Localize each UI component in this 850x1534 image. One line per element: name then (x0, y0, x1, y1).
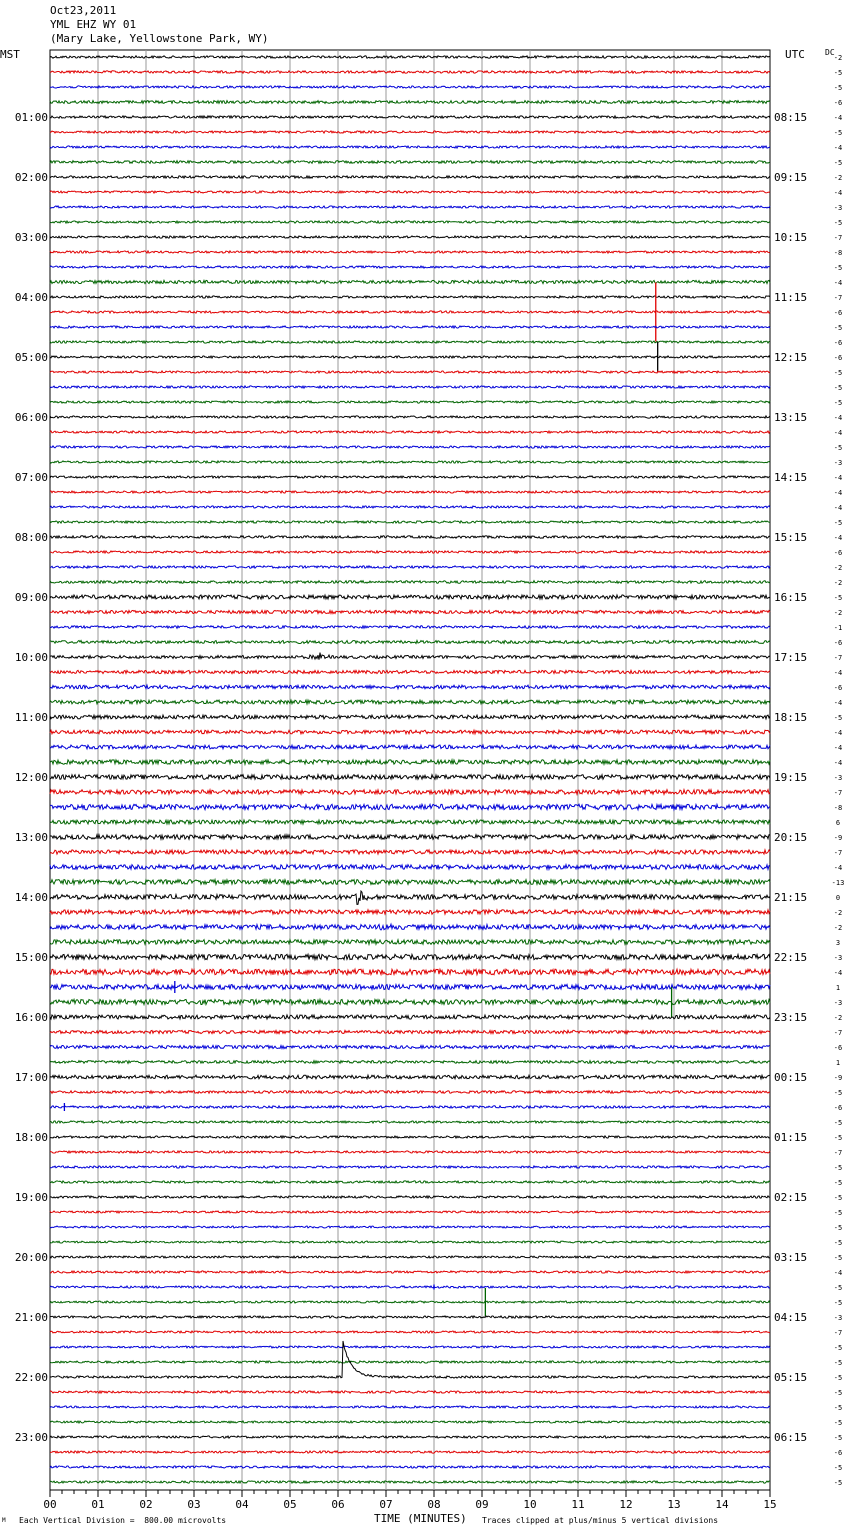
left-hour-label: 13:00 (14, 831, 48, 844)
x-tick-label: 13 (667, 1498, 681, 1511)
clip-note: Traces clipped at plus/minus 5 vertical divisions (482, 1516, 719, 1525)
trace-line (50, 86, 770, 88)
dc-offset-label: -2 (833, 54, 843, 62)
trace-line (50, 595, 770, 599)
dc-offset-label: 1 (835, 984, 841, 992)
dc-label: DC (825, 48, 835, 57)
trace-line (50, 969, 770, 975)
dc-offset-label: -4 (833, 1269, 843, 1277)
dc-offset-label: -8 (833, 249, 843, 257)
dc-offset-label: -3 (833, 999, 843, 1007)
trace-line (50, 954, 770, 959)
dc-offset-label: -4 (833, 474, 843, 482)
left-hour-label: 07:00 (14, 471, 48, 484)
dc-offset-label: -3 (833, 459, 843, 467)
dc-offset-label: -4 (833, 729, 843, 737)
dc-offset-label: -3 (833, 204, 843, 212)
dc-offset-label: -4 (833, 534, 843, 542)
right-hour-label: 14:15 (774, 471, 808, 484)
trace-line (50, 1061, 770, 1064)
dc-offset-label: -5 (833, 1389, 843, 1397)
x-tick-label: 10 (523, 1498, 537, 1511)
trace-line (50, 476, 770, 478)
trace-line (50, 1226, 770, 1228)
right-hour-label: 06:15 (774, 1431, 808, 1444)
corner-mark: M (2, 1517, 6, 1524)
right-hour-label: 02:15 (774, 1191, 808, 1204)
left-hour-label: 18:00 (14, 1131, 48, 1144)
trace-line (50, 924, 770, 930)
dc-offset-label: -5 (833, 1134, 843, 1142)
dc-offset-label: -5 (833, 444, 843, 452)
trace-line (50, 1466, 770, 1468)
dc-offset-label: -5 (833, 594, 843, 602)
right-hour-label: 19:15 (774, 771, 808, 784)
x-tick-label: 00 (43, 1498, 57, 1511)
x-axis-label: TIME (MINUTES) (374, 1512, 467, 1525)
dc-offset-label: -7 (833, 849, 843, 857)
x-tick-label: 09 (475, 1498, 489, 1511)
right-hour-label: 21:15 (774, 891, 808, 904)
dc-offset-label: -7 (833, 789, 843, 797)
trace-line (50, 1316, 770, 1318)
dc-offset-label: -4 (833, 699, 843, 707)
dc-offset-label: -9 (833, 1074, 843, 1082)
right-hour-label: 22:15 (774, 951, 808, 964)
right-hour-label: 17:15 (774, 651, 808, 664)
x-tick-label: 02 (139, 1498, 153, 1511)
trace-line (50, 999, 770, 1004)
dc-offset-label: -6 (833, 1449, 843, 1457)
trace-line (50, 101, 770, 104)
trace-line (50, 1121, 770, 1123)
trace-line (50, 386, 770, 388)
left-hour-label: 10:00 (14, 651, 48, 664)
dc-offset-label: -5 (833, 369, 843, 377)
dc-offset-label: -13 (831, 879, 845, 887)
trace-line (50, 1211, 770, 1213)
dc-offset-label: -5 (833, 219, 843, 227)
dc-offset-label: -6 (833, 639, 843, 647)
left-hour-label: 14:00 (14, 891, 48, 904)
right-hour-label: 13:15 (774, 411, 808, 424)
trace-line (50, 176, 770, 178)
left-hour-label: 21:00 (14, 1311, 48, 1324)
trace-line (50, 790, 770, 795)
trace-line (50, 71, 770, 73)
trace-line (50, 191, 770, 193)
trace-line (50, 506, 770, 508)
x-tick-label: 15 (763, 1498, 777, 1511)
trace-line (50, 356, 770, 358)
scale-note: Each Vertical Division = 800.00 microvolts (19, 1516, 227, 1525)
trace-line (50, 401, 770, 403)
trace-line (50, 1286, 770, 1288)
right-hour-label: 20:15 (774, 831, 808, 844)
dc-offset-label: -2 (833, 564, 843, 572)
dc-offset-label: -5 (833, 264, 843, 272)
trace-line (50, 610, 770, 613)
trace-line (50, 56, 770, 58)
trace-line (50, 865, 770, 870)
trace-line (50, 653, 770, 660)
dc-offset-label: -4 (833, 504, 843, 512)
left-hour-label: 08:00 (14, 531, 48, 544)
trace-line (50, 1481, 770, 1483)
dc-offset-label: -4 (833, 864, 843, 872)
trace-line (50, 1451, 770, 1453)
trace-line (50, 850, 770, 854)
trace-line (50, 880, 770, 885)
dc-offset-label: -4 (833, 414, 843, 422)
dc-offset-label: -3 (833, 1314, 843, 1322)
dc-offset-label: -5 (833, 1344, 843, 1352)
chart-date: Oct23,2011 (50, 4, 117, 17)
dc-offset-label: -6 (833, 684, 843, 692)
plot-frame (50, 50, 770, 1490)
chart-location: (Mary Lake, Yellowstone Park, WY) (50, 32, 269, 45)
left-hour-label: 19:00 (14, 1191, 48, 1204)
dc-offset-label: -5 (833, 1479, 843, 1487)
dc-offset-label: -5 (833, 399, 843, 407)
left-hour-label: 03:00 (14, 231, 48, 244)
x-tick-label: 11 (571, 1498, 585, 1511)
trace-line (50, 641, 770, 644)
trace-line (50, 1361, 770, 1363)
trace-line (50, 1406, 770, 1408)
x-tick-label: 04 (235, 1498, 249, 1511)
dc-offset-label: 3 (835, 939, 841, 947)
dc-offset-label: -5 (833, 519, 843, 527)
trace-line (50, 1030, 770, 1033)
x-tick-label: 05 (283, 1498, 297, 1511)
trace-line (50, 326, 770, 328)
left-timezone-label: MST (0, 48, 20, 61)
trace-line (50, 296, 770, 298)
trace-line (50, 1256, 770, 1258)
right-hour-label: 23:15 (774, 1011, 808, 1024)
trace-line (50, 835, 770, 840)
trace-line (50, 416, 770, 418)
trace-line (50, 1301, 770, 1303)
trace-line (50, 221, 770, 223)
dc-offset-label: -5 (833, 84, 843, 92)
dc-offset-label: -4 (833, 969, 843, 977)
trace-line (50, 1091, 770, 1094)
dc-offset-label: -5 (833, 159, 843, 167)
left-hour-label: 20:00 (14, 1251, 48, 1264)
trace-line (50, 1436, 770, 1438)
dc-offset-label: -5 (833, 1359, 843, 1367)
dc-offset-label: -4 (833, 489, 843, 497)
left-hour-label: 09:00 (14, 591, 48, 604)
dc-offset-label: -2 (833, 924, 843, 932)
dc-offset-label: -2 (833, 909, 843, 917)
dc-offset-label: 1 (835, 1059, 841, 1067)
chart-station: YML EHZ WY 01 (50, 18, 137, 31)
dc-offset-label: -2 (833, 1014, 843, 1022)
x-tick-label: 01 (91, 1498, 105, 1511)
trace-line (50, 820, 770, 824)
dc-offset-label: -7 (833, 654, 843, 662)
x-tick-label: 06 (331, 1498, 345, 1511)
dc-offset-label: -4 (833, 669, 843, 677)
trace-line (50, 146, 770, 148)
dc-offset-label: -7 (833, 1329, 843, 1337)
trace-line (50, 685, 770, 689)
trace-line (50, 1136, 770, 1138)
trace-line (50, 1421, 770, 1423)
dc-offset-label: -4 (833, 744, 843, 752)
left-hour-label: 01:00 (14, 111, 48, 124)
left-hour-label: 12:00 (14, 771, 48, 784)
dc-offset-label: -4 (833, 279, 843, 287)
right-hour-label: 12:15 (774, 351, 808, 364)
right-hour-label: 05:15 (774, 1371, 808, 1384)
left-hour-label: 05:00 (14, 351, 48, 364)
dc-offset-label: -5 (833, 1464, 843, 1472)
right-hour-label: 11:15 (774, 291, 808, 304)
right-hour-label: 04:15 (774, 1311, 808, 1324)
trace-line (50, 775, 770, 780)
dc-offset-label: -5 (833, 1434, 843, 1442)
trace-line (50, 116, 770, 118)
dc-offset-label: -4 (833, 144, 843, 152)
dc-offset-label: -6 (833, 1044, 843, 1052)
left-hour-label: 15:00 (14, 951, 48, 964)
dc-offset-label: -6 (833, 1104, 843, 1112)
dc-offset-label: -7 (833, 234, 843, 242)
dc-offset-label: -7 (833, 1029, 843, 1037)
trace-line (50, 446, 770, 448)
trace-line (50, 206, 770, 208)
left-hour-label: 04:00 (14, 291, 48, 304)
dc-offset-label: -6 (833, 309, 843, 317)
trace-line (50, 566, 770, 568)
trace-line (50, 891, 770, 904)
dc-offset-label: -7 (833, 1149, 843, 1157)
dc-offset-label: -5 (833, 1209, 843, 1217)
trace-line (50, 131, 770, 133)
trace-line (50, 551, 770, 553)
trace-line (50, 940, 770, 945)
dc-offset-label: -8 (833, 804, 843, 812)
trace-line (50, 581, 770, 584)
left-hour-label: 23:00 (14, 1431, 48, 1444)
trace-line (50, 236, 770, 238)
dc-offset-label: -5 (833, 69, 843, 77)
dc-offset-label: -1 (833, 624, 843, 632)
x-tick-label: 12 (619, 1498, 633, 1511)
dc-offset-label: -5 (833, 324, 843, 332)
dc-offset-label: 6 (835, 819, 841, 827)
trace-line (50, 536, 770, 538)
right-timezone-label: UTC (785, 48, 805, 61)
trace-line (50, 1015, 770, 1019)
trace-line (50, 280, 770, 283)
right-hour-label: 18:15 (774, 711, 808, 724)
dc-offset-label: -4 (833, 759, 843, 767)
trace-line (50, 626, 770, 629)
dc-offset-label: -5 (833, 1224, 843, 1232)
trace-line (50, 431, 770, 433)
right-hour-label: 10:15 (774, 231, 808, 244)
trace-line (50, 1271, 770, 1273)
trace-line (50, 1181, 770, 1183)
trace-line (50, 311, 770, 313)
trace-line (50, 760, 770, 764)
trace-line (50, 1391, 770, 1393)
right-hour-label: 15:15 (774, 531, 808, 544)
dc-offset-label: -6 (833, 339, 843, 347)
dc-offset-label: -5 (833, 1119, 843, 1127)
dc-offset-label: -5 (833, 1419, 843, 1427)
dc-offset-label: -5 (833, 1254, 843, 1262)
dc-offset-label: -5 (833, 129, 843, 137)
left-hour-label: 16:00 (14, 1011, 48, 1024)
left-hour-label: 11:00 (14, 711, 48, 724)
trace-line (50, 251, 770, 253)
trace-line (50, 1075, 770, 1079)
x-tick-label: 03 (187, 1498, 201, 1511)
left-hour-label: 17:00 (14, 1071, 48, 1084)
right-hour-label: 16:15 (774, 591, 808, 604)
trace-line (50, 670, 770, 673)
trace-line (50, 715, 770, 719)
dc-offset-label: -5 (833, 714, 843, 722)
trace-line (50, 730, 770, 734)
trace-line (50, 804, 770, 809)
dc-offset-label: -7 (833, 294, 843, 302)
dc-offset-label: -6 (833, 354, 843, 362)
trace-line (50, 1331, 770, 1333)
dc-offset-label: -2 (833, 174, 843, 182)
trace-line (50, 1241, 770, 1243)
x-tick-label: 14 (715, 1498, 729, 1511)
right-hour-label: 08:15 (774, 111, 808, 124)
dc-offset-label: -5 (833, 1179, 843, 1187)
dc-offset-label: -3 (833, 954, 843, 962)
trace-line (50, 1151, 770, 1153)
dc-offset-label: -5 (833, 1284, 843, 1292)
dc-offset-label: -4 (833, 429, 843, 437)
dc-offset-label: 0 (835, 894, 841, 902)
trace-line (50, 745, 770, 749)
dc-offset-label: -5 (833, 384, 843, 392)
right-hour-label: 00:15 (774, 1071, 808, 1084)
trace-line (50, 521, 770, 523)
dc-offset-label: -5 (833, 1404, 843, 1412)
trace-line (50, 491, 770, 493)
trace-line (50, 1045, 770, 1048)
left-hour-label: 02:00 (14, 171, 48, 184)
left-hour-label: 22:00 (14, 1371, 48, 1384)
x-tick-label: 07 (379, 1498, 393, 1511)
right-hour-label: 09:15 (774, 171, 808, 184)
dc-offset-label: -6 (833, 549, 843, 557)
trace-line (50, 1166, 770, 1168)
trace-line (50, 341, 770, 343)
dc-offset-label: -9 (833, 834, 843, 842)
dc-offset-label: -4 (833, 189, 843, 197)
right-hour-label: 03:15 (774, 1251, 808, 1264)
trace-line (50, 161, 770, 164)
dc-offset-label: -5 (833, 1239, 843, 1247)
trace-line (50, 1196, 770, 1198)
trace-line (50, 910, 770, 914)
dc-offset-label: -5 (833, 1089, 843, 1097)
trace-line (50, 985, 770, 990)
dc-offset-label: -5 (833, 1194, 843, 1202)
trace-line (50, 1106, 770, 1108)
trace-line (50, 700, 770, 704)
left-hour-label: 06:00 (14, 411, 48, 424)
trace-line (50, 1346, 770, 1348)
dc-offset-label: -4 (833, 114, 843, 122)
dc-offset-label: -5 (833, 1164, 843, 1172)
dc-offset-label: -6 (833, 99, 843, 107)
trace-line (50, 266, 770, 268)
dc-offset-label: -2 (833, 579, 843, 587)
dc-offset-label: -5 (833, 1374, 843, 1382)
dc-offset-label: -3 (833, 774, 843, 782)
right-hour-label: 01:15 (774, 1131, 808, 1144)
dc-offset-label: -5 (833, 1299, 843, 1307)
x-tick-label: 08 (427, 1498, 441, 1511)
trace-line (50, 371, 770, 373)
trace-line (50, 461, 770, 463)
dc-offset-label: -2 (833, 609, 843, 617)
